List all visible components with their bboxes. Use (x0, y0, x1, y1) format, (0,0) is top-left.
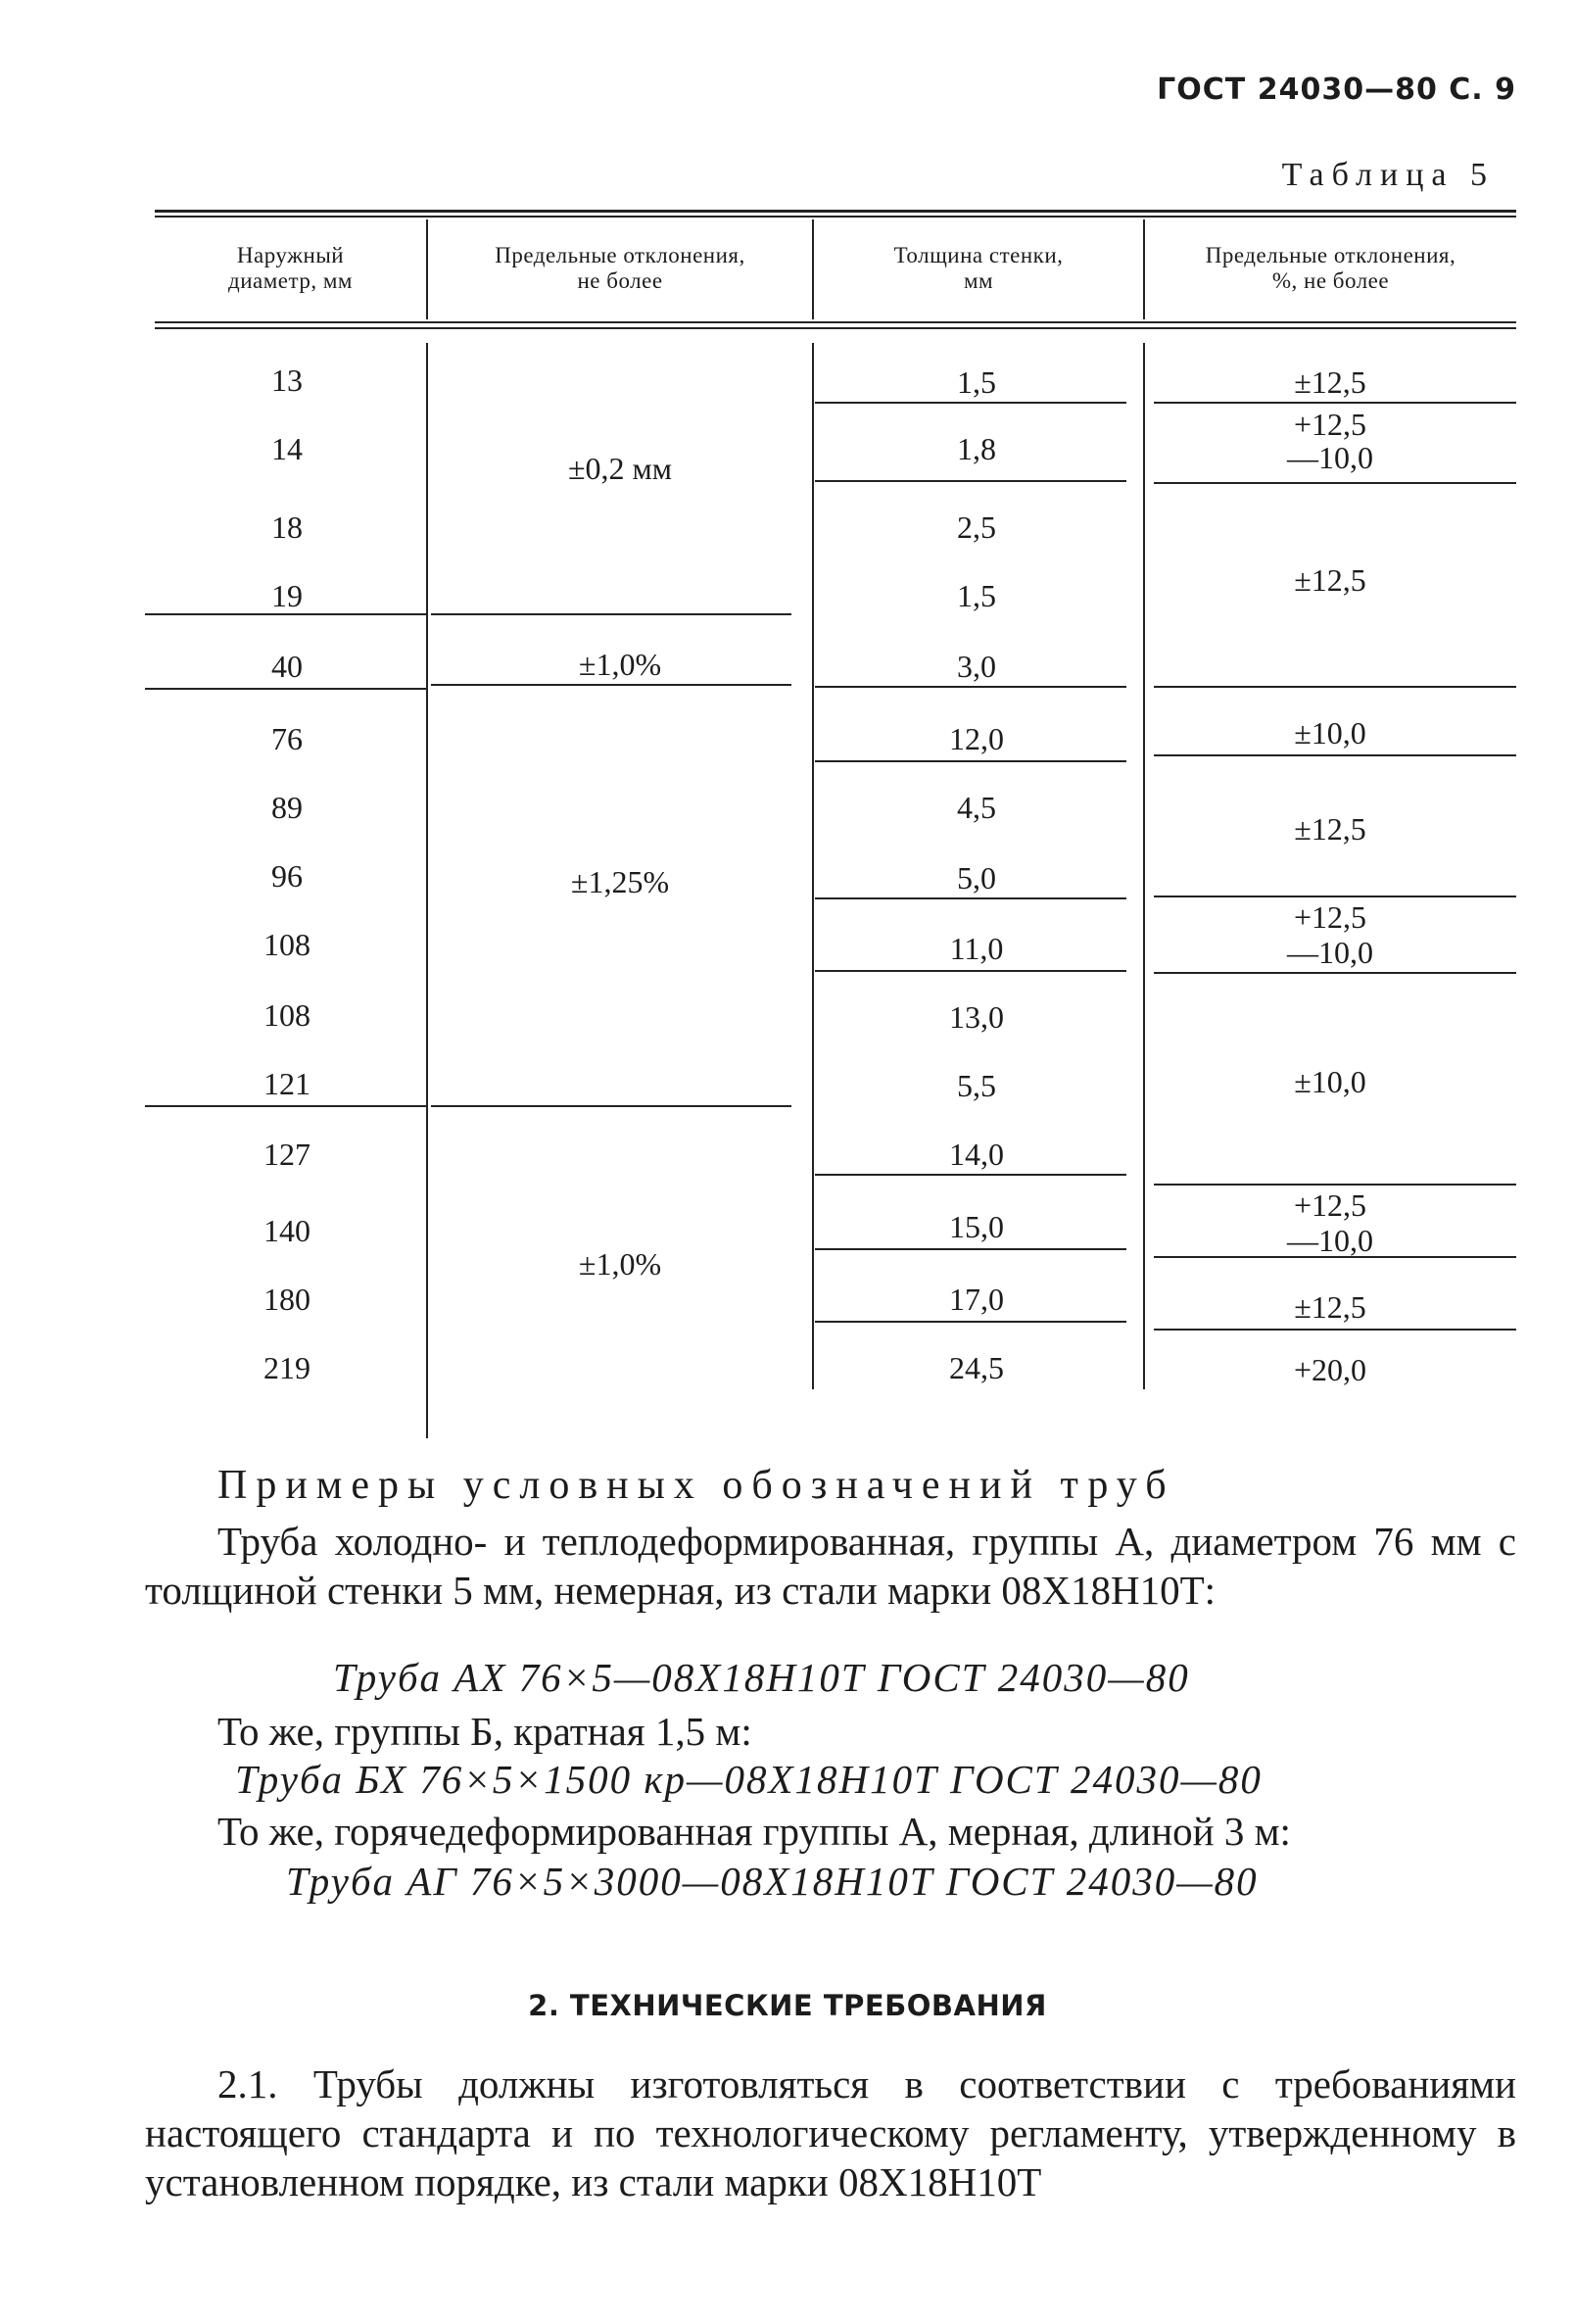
row-rule (1154, 686, 1516, 688)
body-divider (812, 343, 814, 1389)
wall-thickness-cell: 5,0 (957, 860, 996, 896)
row-rule (1154, 402, 1516, 404)
wall-thickness-cell: 12,0 (949, 721, 1004, 756)
wall-tolerance-cell: ±12,5 (1294, 562, 1366, 598)
section-2-1-paragraph: 2.1. Трубы должны изготовляться в соответствии с требованиями настоящего стандарта и по технологическому регламенту, утвержденному в установленном порядке, из стали марки 08Х18Н10Т (145, 2061, 1516, 2204)
column-header-wall-thickness: Толщина стенки, мм (893, 243, 1064, 293)
row-rule (1154, 972, 1516, 974)
page-header: ГОСТ 24030—80 С. 9 (1157, 73, 1516, 107)
table-caption: Таблица 5 (1281, 157, 1495, 193)
designation-example-2: Труба БХ 76×5×1500 кр—08Х18Н10Т ГОСТ 24030—80 (235, 1757, 1263, 1802)
row-group-rule (431, 613, 791, 615)
row-rule (1154, 1329, 1516, 1331)
diameter-tolerance-cell: ±1,0% (578, 647, 662, 682)
row-group-rule (145, 688, 426, 690)
section-heading: 2. ТЕХНИЧЕСКИЕ ТРЕБОВАНИЯ (528, 1989, 1047, 2022)
wall-thickness-cell: 5,5 (957, 1068, 996, 1103)
wall-tolerance-cell: ±12,5 (1294, 364, 1366, 400)
examples-paragraph-3: То же, горячедеформированная группы А, мерная, длиной 3 м: (217, 1809, 1291, 1854)
wall-thickness-cell: 3,0 (957, 649, 996, 684)
diameter-tolerance-cell: ±0,2 мм (567, 451, 673, 486)
header-bottom-rule-2 (155, 327, 1516, 329)
row-rule (815, 1248, 1126, 1250)
table-top-rule (155, 210, 1516, 213)
diameter-cell: 108 (263, 927, 310, 962)
wall-thickness-cell: 14,0 (949, 1137, 1004, 1172)
diameter-tolerance-cell: ±1,25% (570, 864, 670, 899)
diameter-cell: 18 (271, 509, 303, 545)
row-rule (1154, 754, 1516, 756)
row-rule (1154, 1184, 1516, 1186)
header-bottom-rule (155, 321, 1516, 323)
row-group-rule (145, 1105, 426, 1107)
row-group-rule (431, 1105, 791, 1107)
wall-tolerance-cell: ±12,5 (1294, 1289, 1366, 1325)
wall-thickness-cell: 17,0 (949, 1282, 1004, 1317)
wall-tolerance-cell: ±12,5 (1294, 811, 1366, 847)
wall-thickness-cell: 2,5 (957, 509, 996, 545)
wall-tolerance-cell: ±10,0 (1294, 715, 1366, 750)
row-rule (815, 760, 1126, 762)
wall-thickness-cell: 4,5 (957, 790, 996, 825)
wall-thickness-cell: 11,0 (949, 931, 1004, 966)
diameter-cell: 40 (271, 649, 303, 684)
diameter-cell: 108 (263, 997, 310, 1033)
diameter-cell: 76 (271, 721, 303, 756)
column-header-wall-tolerance: Предельные отклонения, %, не более (1205, 243, 1456, 293)
row-rule (815, 897, 1126, 899)
row-rule (1154, 896, 1516, 897)
wall-thickness-cell: 1,5 (957, 578, 996, 613)
diameter-cell: 89 (271, 790, 303, 825)
wall-thickness-cell: 1,5 (957, 364, 996, 400)
diameter-cell: 14 (271, 431, 303, 466)
diameter-tolerance-cell: ±1,0% (578, 1246, 662, 1282)
row-rule (815, 1321, 1126, 1323)
table-top-rule-2 (155, 216, 1516, 218)
row-rule (815, 1174, 1126, 1176)
wall-tolerance-cell: +12,5 —10,0 (1287, 1187, 1373, 1258)
wall-tolerance-cell: +12,5 —10,0 (1287, 407, 1373, 475)
designation-example-3: Труба АГ 76×5×3000—08Х18Н10Т ГОСТ 24030—80 (286, 1859, 1259, 1904)
row-rule (815, 480, 1126, 482)
diameter-cell: 121 (263, 1066, 310, 1101)
row-rule (1154, 482, 1516, 484)
diameter-cell: 219 (263, 1350, 310, 1385)
diameter-cell: 127 (263, 1137, 310, 1172)
diameter-cell: 140 (263, 1213, 310, 1248)
wall-thickness-cell: 24,5 (949, 1350, 1004, 1385)
wall-tolerance-cell: +20,0 (1293, 1352, 1367, 1387)
column-header-diameter: Наружный диаметр, мм (228, 243, 353, 293)
diameter-cell: 180 (263, 1282, 310, 1317)
column-header-diameter-tolerance: Предельные отклонения, не более (495, 243, 745, 293)
examples-heading: Примеры условных обозначений труб (217, 1463, 1175, 1508)
row-rule (815, 686, 1126, 688)
wall-tolerance-cell: +12,5 —10,0 (1287, 899, 1373, 970)
wall-thickness-cell: 15,0 (949, 1209, 1004, 1244)
wall-thickness-cell: 13,0 (949, 999, 1004, 1035)
diameter-cell: 13 (271, 363, 303, 398)
row-group-rule (431, 684, 791, 686)
examples-paragraph-2: То же, группы Б, кратная 1,5 м: (217, 1709, 752, 1754)
diameter-cell: 19 (271, 578, 303, 613)
wall-tolerance-cell: ±10,0 (1294, 1064, 1366, 1099)
row-rule (815, 402, 1126, 404)
wall-thickness-cell: 1,8 (957, 431, 996, 466)
designation-example-1: Труба АХ 76×5—08Х18Н10Т ГОСТ 24030—80 (333, 1655, 1190, 1700)
diameter-cell: 96 (271, 858, 303, 894)
row-rule (815, 970, 1126, 972)
examples-paragraph-1: Труба холодно- и теплодеформированная, группы А, диаметром 76 мм с толщиной стенки 5 мм, немерная, из стали марки 08Х18Н10Т: (145, 1519, 1516, 1613)
